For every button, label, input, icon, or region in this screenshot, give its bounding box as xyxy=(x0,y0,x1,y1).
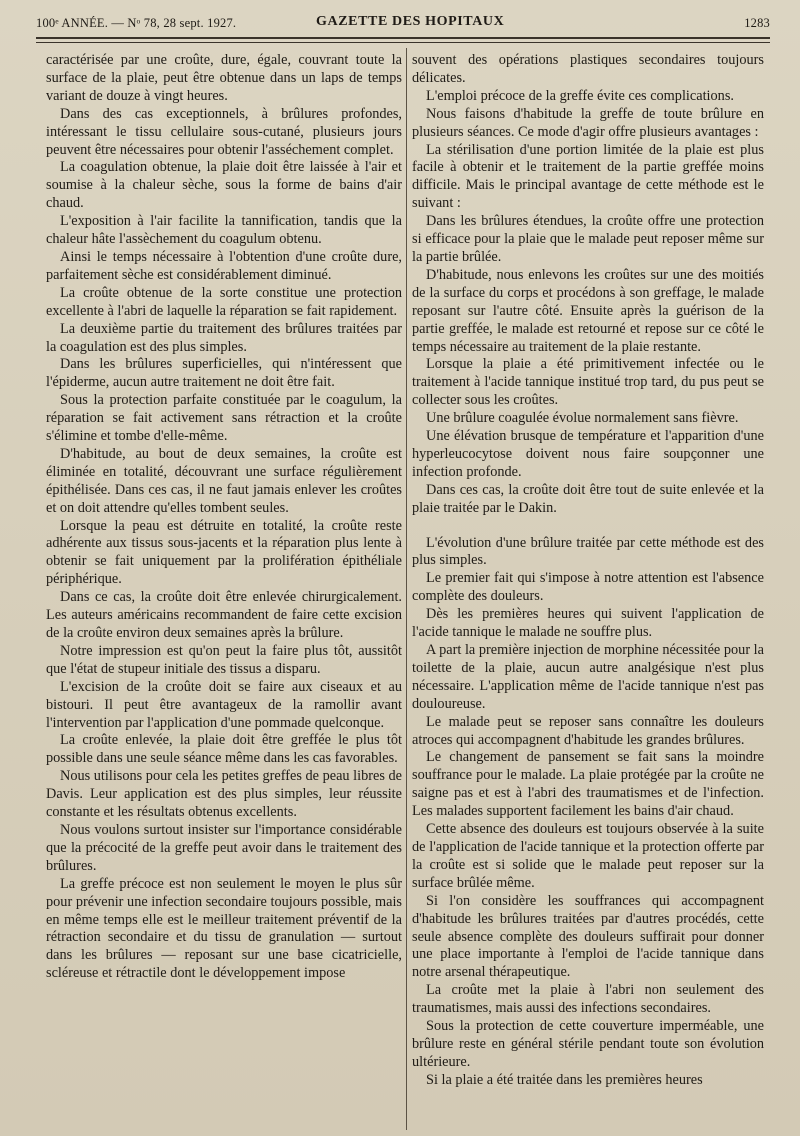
paragraph: L'emploi précoce de la greffe évite ces complications. xyxy=(426,87,734,104)
paragraph: Nous utilisons pour cela les petites greffes de peau libres de Davis. Leur application est des plus simples, leur réussite constante et les résultats obtenus excellents. xyxy=(46,768,402,821)
paragraph: A part la première injection de morphine nécessitée pour la toilette de la plaie, aucun autre analgésique n'est plus nécessaire. L'application même de l'acide tannique n'est pas douloureuse. xyxy=(412,642,764,712)
header-rule xyxy=(36,37,770,39)
paragraph: La croûte met la plaie à l'abri non seulement des traumatismes, mais aussi des infections secondaires. xyxy=(412,982,764,1017)
right-column xyxy=(412,52,764,1128)
paragraph: Lorsque la plaie a été primitivement infectée ou le traitement à l'acide tannique institué trop tard, du pus peut se collecter sous les croûtes. xyxy=(412,356,764,409)
paragraph: Nous voulons surtout insister sur l'importance considérable que la précocité de la greffe peut avoir dans le traitement des brûlures. xyxy=(46,821,402,874)
paragraph: Dans des cas exceptionnels, à brûlures profondes, intéressant le tissu cellulaire sous-cutané, plusieurs jours peuvent être nécessaires pour obtenir l'asséchement complet. xyxy=(46,105,402,158)
paragraph: Une élévation brusque de température et l'apparition d'une hyperleucocytose doivent nous faire soupçonner une infection profonde. xyxy=(412,428,764,480)
paragraph: Ainsi le temps nécessaire à l'obtention d'une croûte dure, parfaitement sèche est considérablement diminué. xyxy=(46,248,402,283)
paragraph: Dans ce cas, la croûte doit être enlevée chirurgicalement. Les auteurs américains recommandent de faire cette excision de la croûte environ deux semaines après la brûlure. xyxy=(46,589,402,641)
paragraph: La greffe précoce est non seulement le moyen le plus sûr pour prévenir une infection secondaire toujours possible, mais en même temps elle est le meilleur traitement préventif de la rétraction secondaire et du tissu de granulation — surtout dans les brûlures — reposant sur une base cicatricielle, scléreuse et rétractile dont le développement impose xyxy=(46,875,402,982)
left-column xyxy=(46,52,402,1128)
paragraph: La croûte obtenue de la sorte constitue une protection excellente à l'abri de laquelle la réparation se fait rapidement. xyxy=(46,284,402,319)
paragraph: Si la plaie a été traitée dans les premières heures xyxy=(426,1071,703,1088)
journal-title: GAZETTE DES HOPITAUX xyxy=(316,14,505,29)
paragraph: L'excision de la croûte doit se faire aux ciseaux et au bistouri. Il peut être avantageux de la ramollir avant l'intervention par l'application d'une pommade quelconque. xyxy=(46,678,402,731)
paragraph: Dans ces cas, la croûte doit être tout de suite enlevée et la plaie traitée par le Dakin. xyxy=(412,481,764,516)
page-header xyxy=(36,10,770,36)
paragraph: La croûte enlevée, la plaie doit être greffée le plus tôt possible dans une seule séance même dans les cas favorables. xyxy=(46,732,402,767)
paragraph: D'habitude, nous enlevons les croûtes sur une des moitiés de la surface du corps et procédons à son greffage, le malade reposant sur l'autre côté. Ensuite après la guérison de la partie greffée, le malade est retourné et repose sur ce côté le temps nécessaire au traitement de la plaie restante. xyxy=(412,266,764,355)
column-divider xyxy=(406,48,407,1130)
paragraph: Sous la protection parfaite constituée par le coagulum, la réparation se fait activement sans rétraction et la croûte s'élimine et tombe d'elle-même. xyxy=(46,392,402,445)
paragraph: Le malade peut se reposer sans connaître les douleurs atroces qui accompagnent d'habitude les grandes brûlures. xyxy=(412,713,764,748)
page-number: 1283 xyxy=(744,16,770,30)
paragraph: Dans les brûlures superficielles, qui n'intéressent que l'épiderme, aucun autre traitement ne doit être fait. xyxy=(46,356,402,391)
paragraph: Nous faisons d'habitude la greffe de toute brûlure en plusieurs séances. Ce mode d'agir offre plusieurs avantages : xyxy=(412,105,764,140)
paragraph: La deuxième partie du traitement des brûlures traitées par la coagulation est des plus simples. xyxy=(46,320,402,355)
paragraph: caractérisée par une croûte, dure, égale, couvrant toute la surface de la plaie, peut être obtenue dans un laps de temps variant de douze à vingt heures. xyxy=(46,52,402,104)
paragraph: Notre impression est qu'on peut la faire plus tôt, aussitôt que l'état de stupeur initiale des tissus a disparu. xyxy=(46,642,402,677)
paragraph: Une brûlure coagulée évolue normalement sans fièvre. xyxy=(426,410,739,427)
paragraph: L'évolution d'une brûlure traitée par cette méthode est des plus simples. xyxy=(412,534,764,569)
issue-info: 100ᵉ ANNÉE. — Nᵒ 78, 28 sept. 1927. xyxy=(36,16,237,30)
paragraph: Sous la protection de cette couverture imperméable, une brûlure reste en général stérile pendant toute son évolution ultérieure. xyxy=(412,1018,764,1070)
paragraph: Dans les brûlures étendues, la croûte offre une protection si efficace pour la plaie que le malade peut reposer même sur la partie brûlée. xyxy=(412,213,764,265)
paragraph: Le changement de pansement se fait sans la moindre souffrance pour le malade. La plaie protégée par la croûte ne saigne pas et est à l'abri des traumatismes et de l'infection. Les malades supportent facilement les bains d'air chaud. xyxy=(412,749,764,820)
paragraph: Cette absence des douleurs est toujours observée à la suite de l'application de l'acide tannique et la protection offerte par la croûte est si solide que le malade peut reposer sur la surface brûlée même. xyxy=(412,821,764,891)
paragraph: La coagulation obtenue, la plaie doit être laissée à l'air et soumise à la chaleur sèche, sous la forme de bains d'air chaud. xyxy=(46,159,402,212)
paragraph: D'habitude, au bout de deux semaines, la croûte est éliminée en totalité, découvrant une surface régulièrement épithélisée. Dans ces cas, il ne faut jamais enlever les croûtes et on doit attendre qu'elles tombent seules. xyxy=(46,445,402,516)
paragraph: Le premier fait qui s'impose à notre attention est l'absence complète des douleurs. xyxy=(412,570,764,605)
paragraph: L'exposition à l'air facilite la tannification, tandis que la chaleur hâte l'assèchement du coagulum obtenu. xyxy=(46,213,402,248)
paragraph: Lorsque la peau est détruite en totalité, la croûte reste adhérente aux tissus sous-jacents et la réparation plus lente à obtenir se fait uniquement par la prolifération épithéliale périphérique. xyxy=(46,517,402,588)
header-rule-thin xyxy=(36,42,770,43)
paragraph: souvent des opérations plastiques secondaires toujours délicates. xyxy=(412,52,764,86)
paragraph: La stérilisation d'une portion limitée de la plaie est plus facile à obtenir et le traitement de la partie greffée moins difficile. Mais le principal avantage de cette méthode est le suivant : xyxy=(412,141,764,212)
paragraph: Si l'on considère les souffrances qui accompagnent d'habitude les brûlures traitées par d'autres procédés, cette seule absence complète des douleurs suffirait pour donner une place importante à l'emploi de l'acide tannique dans notre arsenal thérapeutique. xyxy=(412,892,764,981)
paragraph: Dès les premières heures qui suivent l'application de l'acide tannique le malade ne souffre plus. xyxy=(412,606,764,641)
